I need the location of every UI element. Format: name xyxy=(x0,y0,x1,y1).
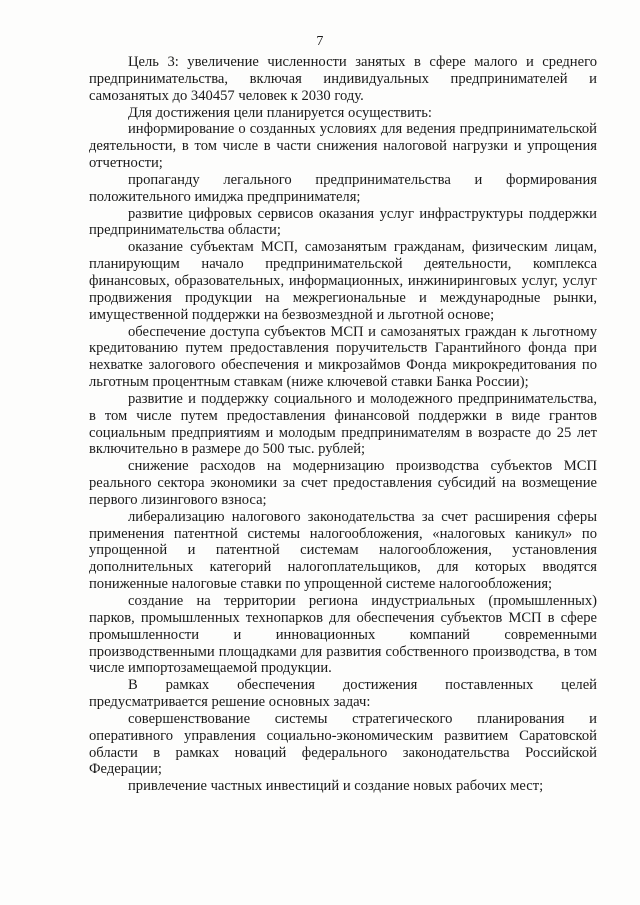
paragraph-tasks-intro: В рамках обеспечения достижения поставленных целей предусматривается решение основных задач: xyxy=(89,677,597,711)
paragraph-propaganda: пропаганду легального предпринимательства и формирования положительного имиджа предпринимателя; xyxy=(89,171,597,205)
paragraph-social-youth: развитие и поддержку социального и молодежного предпринимательства, в том числе путем предоставления финансовой поддержки в виде грантов социальным предприятиям и молодым предпринимателям в возрасте до 25 лет включительно в размере до 500 тыс. рублей; xyxy=(89,390,597,458)
paragraph-informing: информирование о созданных условиях для ведения предпринимательской деятельности, в том числе в части снижения налоговой нагрузки и упрощения отчетности; xyxy=(89,121,597,172)
paragraph-digital-services: развитие цифровых сервисов оказания услуг инфраструктуры поддержки предпринимательства области; xyxy=(89,205,597,239)
paragraph-industrial-parks: создание на территории региона индустриальных (промышленных) парков, промышленных технопарков для обеспечения субъектов МСП в сфере промышленности и инновационных компаний современными производственными площадками для развития собственного производства, в том числе импортозамещаемой продукции. xyxy=(89,593,597,677)
paragraph-plan-intro: Для достижения цели планируется осуществить: xyxy=(128,104,432,121)
document-body xyxy=(89,54,597,795)
paragraph-tax-liberalization: либерализацию налогового законодательства за счет расширения сферы применения патентной системы налогообложения, «налоговых каникул» по упрощенной и патентной системам налогообложения, установления дополнительных категорий налогоплательщиков, для которых вводятся пониженные налоговые ставки по упрощенной системе налогообложения; xyxy=(89,508,597,593)
paragraph-private-investment: привлечение частных инвестиций и создание новых рабочих мест; xyxy=(128,778,544,795)
paragraph-strategic-planning: совершенствование системы стратегического планирования и оперативного управления социально-экономическим развитием Саратовской области в рамках новаций федерального законодательства Российской Федерации; xyxy=(89,710,597,778)
paragraph-msp-services: оказание субъектам МСП, самозанятым гражданам, физическим лицам, планирующим начало предпринимательской деятельности, комплекса финансовых, образовательных, информационных, инжиниринговых услуг, услуг продвижения продукции на межрегиональные и международные рынки, имущественной поддержки на безвозмездной и льготной основе; xyxy=(89,239,597,323)
paragraph-credit-access: обеспечение доступа субъектов МСП и самозанятых граждан к льготному кредитованию путем предоставления поручительств Гарантийного фонда при нехватке залогового обеспечения и микрозаймов Фонда микрокредитования по льготным процентным ставкам (ниже ключевой ставки Банка России); xyxy=(89,323,597,391)
page-number: 7 xyxy=(316,34,324,49)
paragraph-modernization: снижение расходов на модернизацию производства субъектов МСП реального сектора экономики за счет предоставления субсидий на возмещение первого лизингового взноса; xyxy=(89,458,597,508)
paragraph-goal-3: Цель 3: увеличение численности занятых в сфере малого и среднего предпринимательства, включая индивидуальных предпринимателей и самозанятых до 340457 человек к 2030 году. xyxy=(89,54,597,104)
